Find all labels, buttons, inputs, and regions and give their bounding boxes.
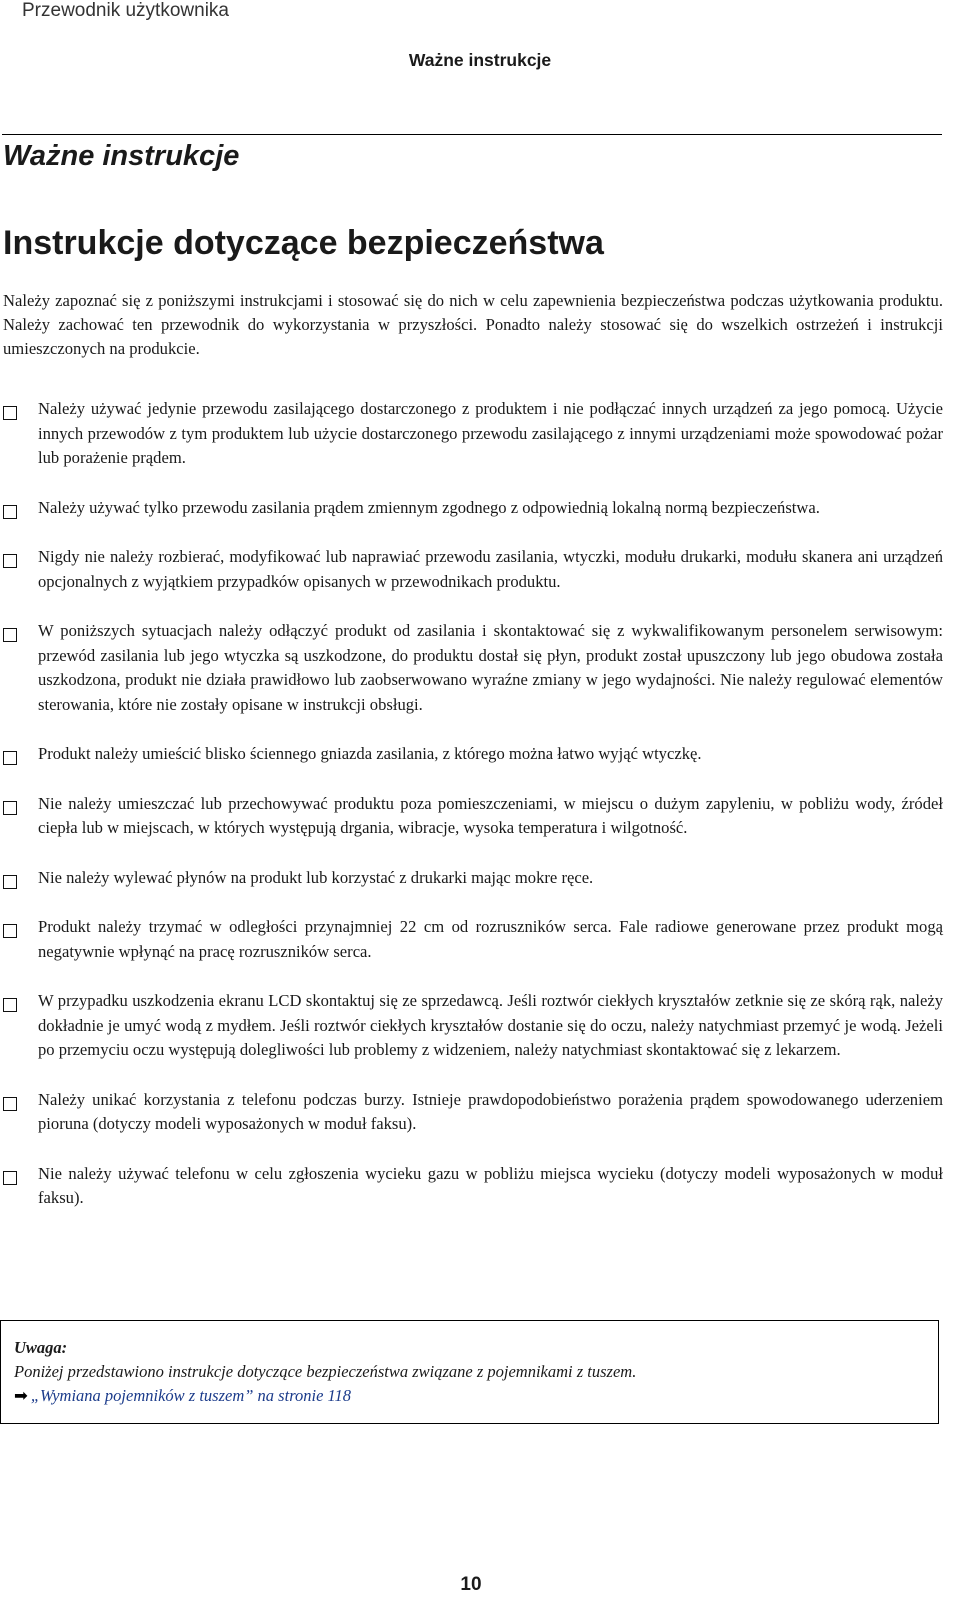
checkbox-bullet-icon bbox=[3, 628, 17, 642]
list-item bbox=[0, 397, 943, 471]
checkbox-bullet-icon bbox=[3, 1097, 17, 1111]
arrow-right-icon: ➡ bbox=[14, 1386, 28, 1405]
list-item bbox=[0, 915, 943, 964]
page-number: 10 bbox=[460, 1574, 482, 1595]
checkbox-bullet-icon bbox=[3, 751, 17, 765]
section-title: Instrukcje dotyczące bezpieczeństwa bbox=[3, 224, 604, 262]
list-item bbox=[0, 866, 943, 891]
note-text: Poniżej przedstawiono instrukcje dotyczące bezpieczeństwa związane z pojemnikami z tuszem. bbox=[14, 1362, 637, 1381]
list-item-text: Należy używać jedynie przewodu zasilającego dostarczonego z produktem i nie podłączać innych urządzeń za jego pomocą. Użycie innych przewodów z tym produktem lub użycie dostarczonego przewodu zasilającego z innymi urządzeniami może spowodować pożar lub porażenie prądem. bbox=[38, 399, 943, 467]
section-header-title: Ważne instrukcje bbox=[408, 50, 552, 70]
list-item-text: Nie należy wylewać płynów na produkt lub korzystać z drukarki mając mokre ręce. bbox=[38, 867, 594, 887]
intro-paragraph: Należy zapoznać się z poniższymi instrukcjami i stosować się do nich w celu zapewnienia bezpieczeństwa podczas użytkowania produktu. Należy zachować ten przewodnik do wykorzystania w przyszłości. Ponadto należy stosować się do wszelkich ostrzeżeń i instrukcji umieszczonych na produkcie. bbox=[3, 291, 943, 358]
note-link-row bbox=[14, 1384, 926, 1408]
list-item bbox=[0, 1088, 943, 1137]
checkbox-bullet-icon bbox=[3, 554, 17, 568]
ink-cartridge-replacement-link[interactable]: „Wymiana pojemników z tuszem” na stronie 118 bbox=[30, 1386, 352, 1405]
checkbox-bullet-icon bbox=[3, 801, 17, 815]
list-item-text: Nie należy umieszczać lub przechowywać produktu poza pomieszczeniami, w miejscu o dużym zapyleniu, w pobliżu wody, źródeł ciepła lub w miejscach, w których występują drgania, wibracje, wysoka temperatura i wilgotność. bbox=[38, 793, 943, 837]
checkbox-bullet-icon bbox=[3, 406, 17, 420]
list-item-text: Nie należy używać telefonu w celu zgłoszenia wycieku gazu w pobliżu miejsca wycieku (dotyczy modeli wyposażonych w moduł faksu). bbox=[38, 1163, 943, 1207]
checkbox-bullet-icon bbox=[3, 998, 17, 1012]
list-item-text: Produkt należy umieścić blisko ściennego gniazda zasilania, z którego można łatwo wyjąć wtyczkę. bbox=[38, 744, 702, 763]
safety-instructions-list bbox=[0, 397, 943, 1236]
list-item-text: Należy unikać korzystania z telefonu podczas burzy. Istnieje prawdopodobieństwo porażenia prądem spowodowanego uderzeniem pioruna (dotyczy modeli wyposażonych w moduł faksu). bbox=[38, 1089, 943, 1133]
list-item bbox=[0, 619, 943, 717]
list-item bbox=[0, 1162, 943, 1211]
checkbox-bullet-icon bbox=[3, 875, 17, 889]
list-item bbox=[0, 989, 943, 1063]
note-title: Uwaga: bbox=[14, 1338, 68, 1357]
note-box bbox=[0, 1320, 939, 1424]
list-item bbox=[0, 496, 943, 521]
list-item bbox=[0, 792, 943, 841]
checkbox-bullet-icon bbox=[3, 505, 17, 519]
checkbox-bullet-icon bbox=[3, 1171, 17, 1185]
list-item-text: W poniższych sytuacjach należy odłączyć produkt od zasilania i skontaktować się z wykwalifikowanym personelem serwisowym: przewód zasilania lub jego wtyczka są uszkodzone, do produktu dostał się płyn, produkt został upuszczony lub jego obudowa została uszkodzona, produkt nie działa prawidłowo lub zaobserwowano wyraźne zmiany w jego wydajności. Nie należy regulować elementów sterowania, które nie zostały opisane w instrukcji obsługi. bbox=[38, 621, 943, 714]
chapter-title: Ważne instrukcje bbox=[3, 140, 240, 172]
list-item-text: Nigdy nie należy rozbierać, modyfikować lub naprawiać przewodu zasilania, wtyczki, modułu drukarki, modułu skanera ani urządzeń opcjonalnych z wyjątkiem przypadków opisanych w przewodnikach produktu. bbox=[38, 547, 943, 591]
list-item-text: Produkt należy trzymać w odległości przynajmniej 22 cm od rozruszników serca. Fale radiowe generowane przez produkt mogą negatywnie wpłynąć na pracę rozruszników serca. bbox=[38, 917, 943, 961]
checkbox-bullet-icon bbox=[3, 924, 17, 938]
list-item-text: Należy używać tylko przewodu zasilania prądem zmiennym zgodnego z odpowiednią lokalną normą bezpieczeństwa. bbox=[38, 497, 820, 517]
list-item bbox=[0, 545, 943, 594]
header-rule bbox=[2, 134, 942, 135]
list-item bbox=[0, 742, 943, 767]
running-header-title: Przewodnik użytkownika bbox=[22, 0, 229, 21]
list-item-text: W przypadku uszkodzenia ekranu LCD skontaktuj się ze sprzedawcą. Jeśli roztwór ciekłych kryształów zetknie się ze skórą rąk, należy dokładnie je umyć wodą z mydłem. Jeśli roztwór ciekłych kryształów dostanie się do oczu, należy natychmiast przemyć je wodą. Jeżeli po przemyciu oczu występują dolegliwości lub problemy z widzeniem, należy natychmiast skontaktować się z lekarzem. bbox=[38, 991, 943, 1059]
